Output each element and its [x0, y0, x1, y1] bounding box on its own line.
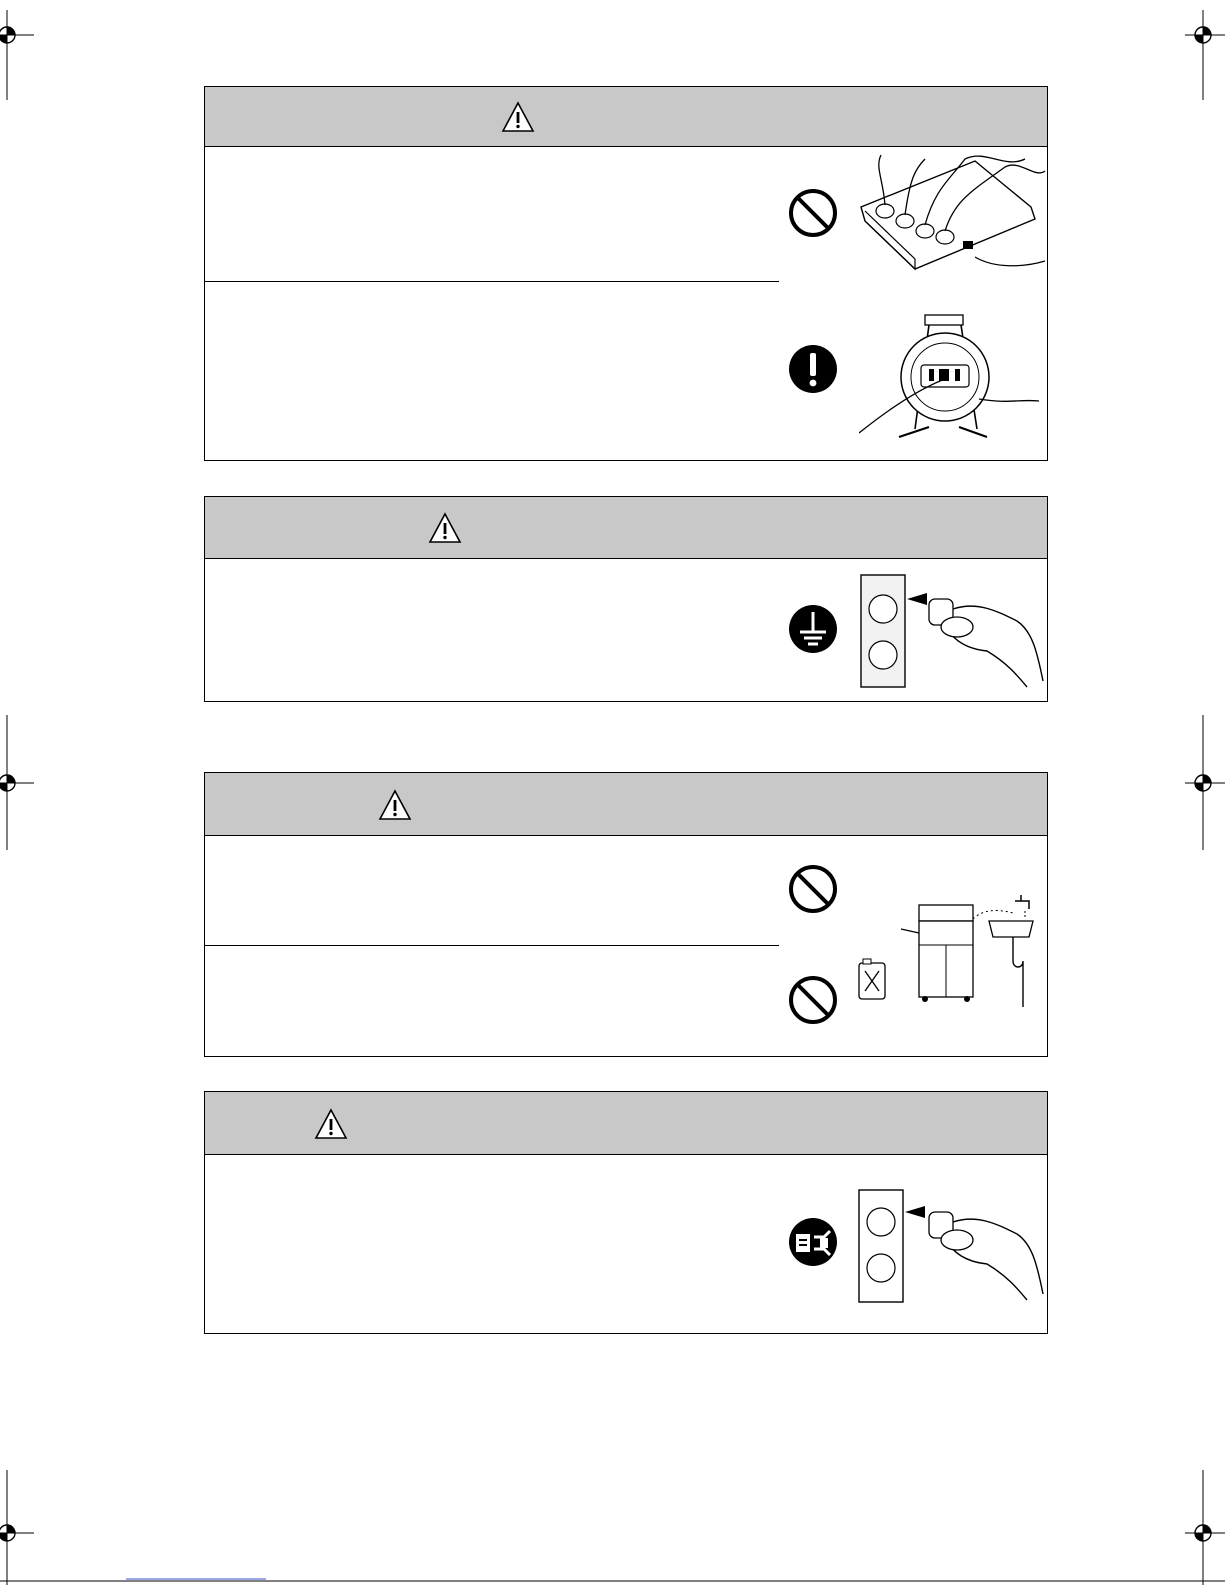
warning-triangle-icon — [378, 789, 412, 821]
plug-into-outlet-illustration — [857, 571, 1047, 691]
crop-mark-mid-right — [1185, 715, 1225, 850]
page-trim-line — [0, 1578, 1225, 1585]
warning-triangle-icon — [314, 1108, 348, 1140]
mandatory-action-icon — [788, 344, 838, 394]
cable-reel-illustration — [859, 309, 1045, 459]
row-divider — [205, 281, 779, 282]
warning-header — [205, 87, 1047, 147]
crop-mark-bottom-right — [1185, 1470, 1225, 1585]
crop-mark-top-right — [1185, 10, 1225, 100]
caution-header — [205, 773, 1047, 836]
unplug-caution-panel — [204, 1091, 1048, 1334]
warning-header — [205, 497, 1047, 559]
unplug-from-outlet-illustration — [855, 1184, 1047, 1306]
caution-header — [205, 1092, 1047, 1155]
power-strip-warning-panel — [204, 86, 1048, 461]
crop-mark-top-left — [0, 10, 34, 100]
crop-mark-mid-left — [0, 715, 34, 850]
row-divider — [205, 945, 779, 946]
grounding-warning-panel — [204, 496, 1048, 702]
unplug-icon — [788, 1217, 838, 1267]
warning-triangle-icon — [428, 512, 462, 544]
ground-connection-icon — [788, 604, 838, 654]
copier-near-water-and-flammables-illustration — [853, 889, 1043, 1007]
prohibition-icon — [788, 864, 838, 914]
warning-triangle-icon — [501, 101, 535, 133]
installation-location-caution-panel — [204, 772, 1048, 1057]
prohibition-icon — [788, 975, 838, 1025]
multi-outlet-strip-illustration — [855, 149, 1047, 279]
prohibition-icon — [788, 188, 838, 238]
crop-mark-bottom-left — [0, 1470, 34, 1585]
